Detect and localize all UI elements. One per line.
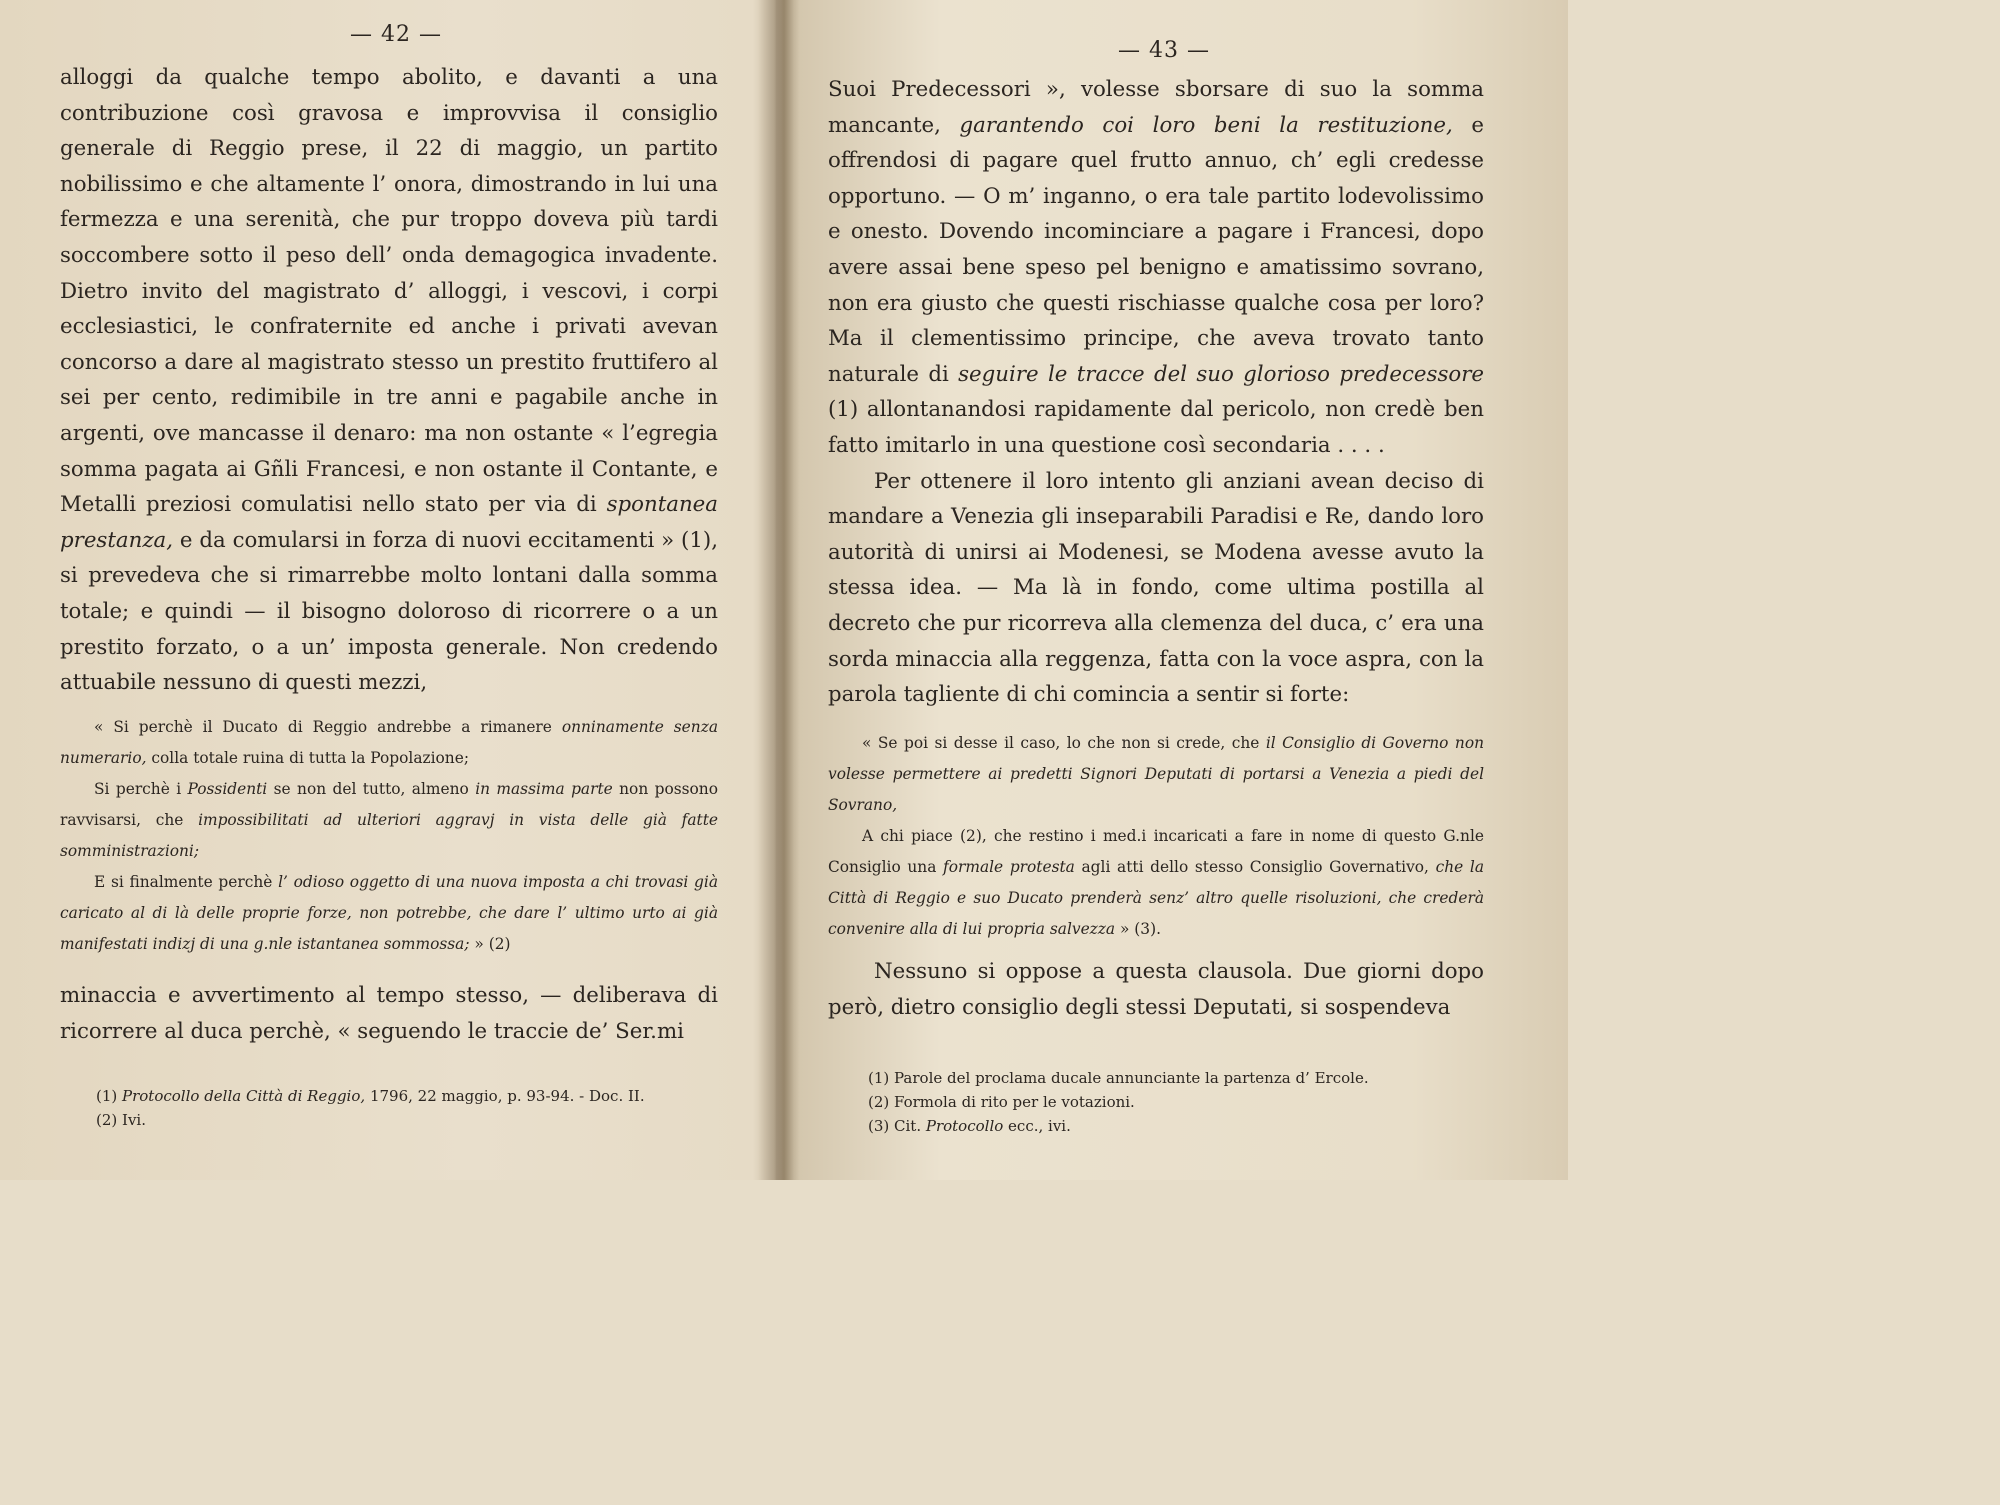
right-after-quote-text [828, 954, 1484, 1025]
right-body-part-2: e offrendosi di pagare quel frutto annuo, ch’ egli credesse opportuno. — O m’ inganno, o era tale partito lodevolissimo e onesto. Dovendo incominciare a pagare i Francesi, dopo avere assai bene speso pel benigno e amatissimo sovrano, non era giusto che questi rischiasse qualche cosa per loro? Ma il clementissimo principe, che aveva trovato tanto naturale di [828, 112, 1485, 387]
right-footnote-3-italic: Protocollo [925, 1117, 1004, 1135]
right-body-paragraph-2: Per ottenere il loro intento gli anziani avean deciso di mandare a Venezia gli inseparabili Paradisi e Re, dando loro autorità di unirsi ai Modenesi, se Modena avesse avuto la stessa idea. — Ma là in fondo, come ultima postilla al decreto che pur ricorreva alla clemenza del duca, c’ era una sorda minaccia alla reggenza, fatta con la voce aspra, con la parola tagliente di chi comincia a sentir si forte: [828, 468, 1484, 708]
right-body-italic-1: garantendo coi loro beni la restituzione, [959, 112, 1453, 138]
left-body-text [60, 60, 718, 701]
right-footnote-1: (1) Parole del proclama ducale annunciante la partenza d’ Ercole. [868, 1069, 1369, 1087]
right-quote-paragraph-1 [828, 728, 1484, 821]
right-footnote-2: (2) Formola di rito per le votazioni. [868, 1093, 1135, 1111]
left-quote-p2-italic-3: impossibilitati ad ulteriori aggravj in vista delle già fatte somministrazioni; [60, 811, 718, 860]
left-body-part-1: alloggi da qualche tempo abolito, e davanti a una contribuzione così gravosa e improvvisa il consiglio generale di Reggio prese, il 22 di maggio, un partito nobilissimo e che altamente l’ onora, dimostrando in lui una fermezza e una serenità, che pur troppo doveva più tardi soccombere sotto il peso dell’ onda demagogica invadente. Dietro invito del magistrato d’ alloggi, i vescovi, i corpi ecclesiastici, le confraternite ed anche i privati avevan concorso a dare al magistrato stesso un prestito fruttifero al sei per cento, redimibile in tre anni e pagabile anche in argenti, ove mancasse il denaro: ma non ostante « l’egregia somma pagata ai Gñli Francesi, e non ostante il Contante, e Metalli preziosi comulatisi nello stato per via di [60, 65, 718, 518]
left-after-paragraph: minaccia e avvertimento al tempo stesso, — deliberava di ricorrere al duca perchè, « seguendo le traccie de’ Ser.mi [60, 983, 718, 1044]
left-quote-p2-mid-2: non possono ravvisarsi, che [60, 780, 718, 829]
left-quote-p3-italic: l’ odioso oggetto di una nuova imposta a chi trovasi già caricato al di là delle proprie forze, non potrebbe, che dare l’ ultimo urto ai già manifestati indizj di una g.nle istantanea sommossa; [60, 873, 718, 953]
left-quote-p2-text: Si perchè i [94, 780, 188, 798]
left-footnote-2: (2) Ivi. [96, 1111, 146, 1129]
left-footnotes [96, 1084, 736, 1132]
right-quote-p1-italic: il Consiglio di Governo non volesse permettere ai predetti Signori Deputati di portarsi a Venezia a piedi del Sovrano, [828, 734, 1485, 814]
right-quote-block [828, 728, 1484, 945]
left-footnote-1 [96, 1084, 736, 1108]
right-footnote-3 [868, 1114, 1488, 1138]
right-after-paragraph: Nessuno si oppose a questa clausola. Due giorni dopo però, dietro consiglio degli stessi Deputati, si sospendeva [828, 959, 1484, 1020]
left-quote-paragraph-3 [60, 867, 718, 960]
book-gutter [758, 0, 794, 1180]
left-quote-p2-italic-2: in massima parte [475, 780, 613, 798]
right-footnote-3-tail: ecc., ivi. [1003, 1117, 1071, 1135]
left-footnote-1-num: (1) [96, 1087, 123, 1105]
left-footnote-1-tail: 1796, 22 maggio, p. 93-94. - Doc. II. [365, 1087, 645, 1105]
left-quote-paragraph-1 [60, 712, 718, 774]
left-quote-p3-tail: » (2) [469, 935, 511, 953]
right-body-text [828, 72, 1484, 713]
right-quote-p2-text: A chi piace (2), che restino i med.i incaricati a fare in nome di questo G.nle Consiglio una [828, 827, 1484, 876]
right-body-paragraph-1 [828, 72, 1484, 464]
left-footnote-1-italic: Protocollo della Città di Reggio, [122, 1087, 366, 1105]
right-quote-paragraph-2 [828, 821, 1484, 945]
left-body-part-2: e da comularsi in forza di nuovi eccitamenti » (1), si prevedeva che si rimarrebbe molto lontani dalla somma totale; e quindi — il bisogno doloroso di ricorrere o a un prestito forzato, o a un’ imposta generale. Non credendo attuabile nessuno di questi mezzi, [60, 527, 718, 696]
left-quote-p1-text: « Si perchè il Ducato di Reggio andrebbe a rimanere [94, 718, 562, 736]
left-quote-p2-mid: se non del tutto, almeno [267, 780, 476, 798]
left-body-italic: spontanea prestanza, [60, 492, 718, 553]
right-quote-p2-italic-2: che la Città di Reggio e suo Ducato prenderà senz’ altro quelle risoluzioni, che crederà convenire alla di lui propria salvezza [828, 858, 1484, 938]
left-quote-p3-text: E si finalmente perchè [94, 873, 279, 891]
right-quote-p2-tail: » (3). [1115, 920, 1161, 938]
left-after-quote-text [60, 978, 718, 1049]
right-page-number: — 43 — [1118, 38, 1210, 63]
left-quote-paragraph-2 [60, 774, 718, 867]
right-quote-p1-text: « Se poi si desse il caso, lo che non si crede, che [862, 734, 1266, 752]
right-footnotes [868, 1066, 1488, 1138]
left-page-number: — 42 — [350, 22, 442, 47]
right-body-italic-2: seguire le tracce del suo glorioso predecessore [958, 361, 1484, 387]
left-quote-p1-tail: colla totale ruina di tutta la Popolazione; [146, 749, 470, 767]
left-quote-block [60, 712, 718, 960]
right-quote-p2-italic-1: formale protesta [943, 858, 1075, 876]
right-footnote-3-num: (3) Cit. [868, 1117, 926, 1135]
right-body-part-1: Suoi Predecessori », volesse sborsare di suo la somma mancante, [828, 77, 1484, 138]
left-quote-p1-italic: onninamente senza numerario, [60, 718, 718, 767]
left-quote-p2-italic-1: Possidenti [187, 780, 268, 798]
right-quote-p2-mid: agli atti dello stesso Consiglio Governativo, [1074, 858, 1436, 876]
right-body-part-3: (1) allontanandosi rapidamente dal pericolo, non credè ben fatto imitarlo in una questione così secondaria . . . . [828, 397, 1484, 458]
